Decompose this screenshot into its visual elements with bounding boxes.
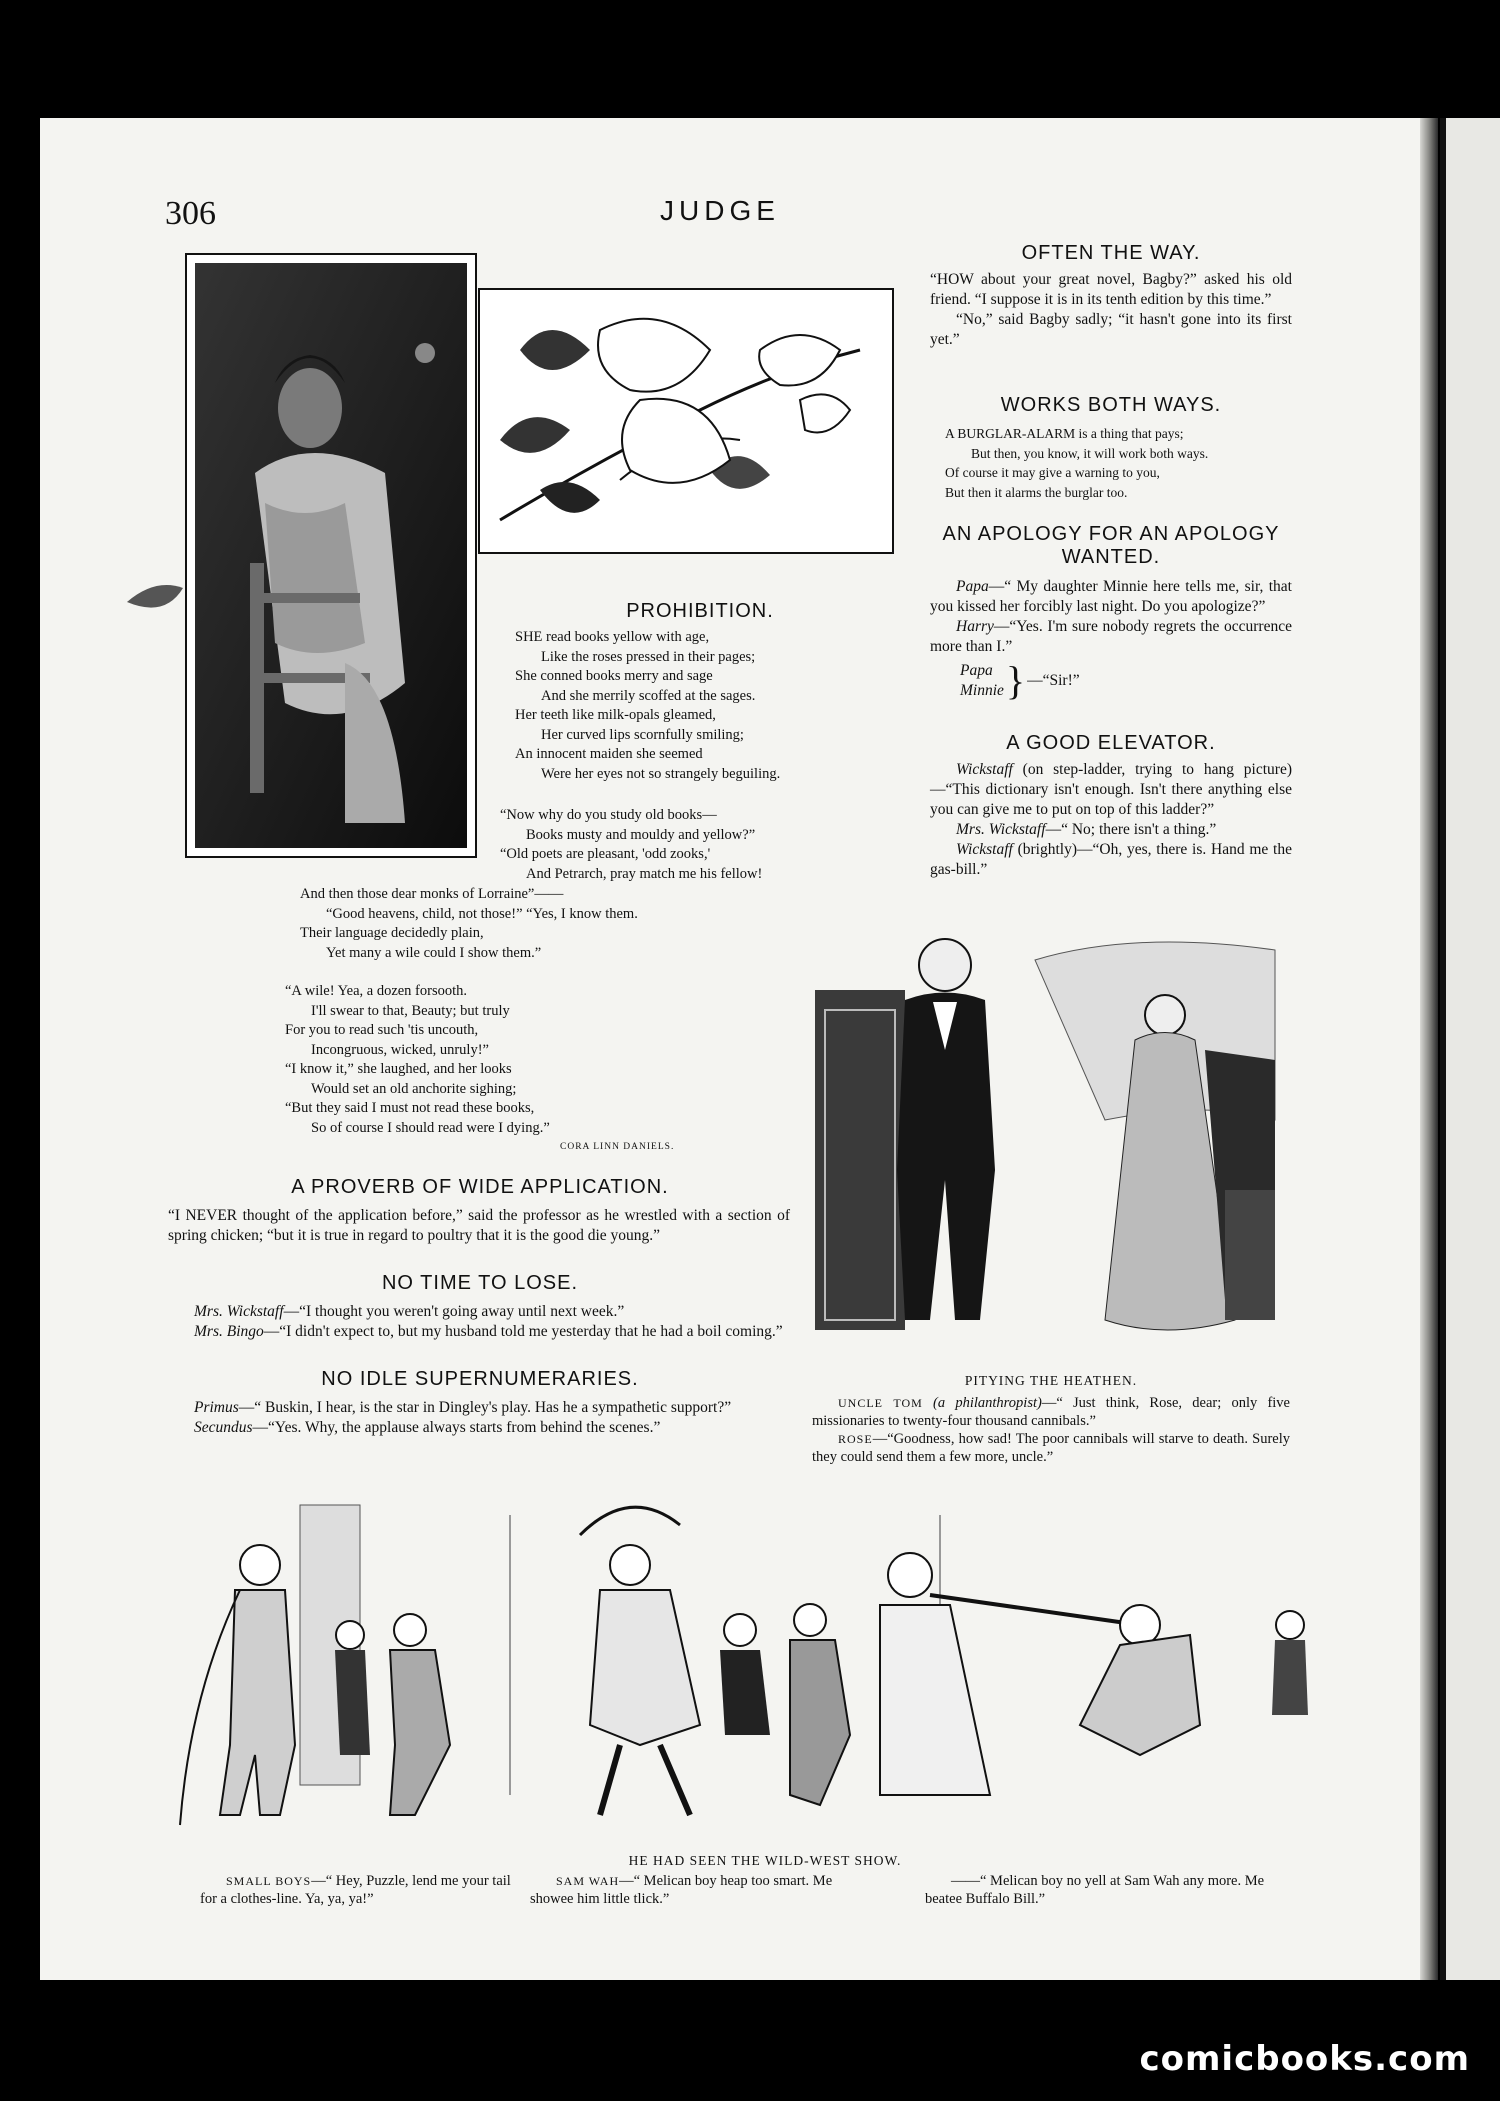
verse-line: And Petrarch, pray match me his fellow! bbox=[526, 865, 763, 882]
verse-line: But then, you know, it will work both ways. bbox=[971, 445, 1209, 461]
apology-text bbox=[930, 577, 1292, 701]
verse-line: “A wile! Yea, a dozen forsooth. bbox=[285, 983, 468, 999]
verse-line: Books musty and mouldy and yellow?” bbox=[526, 826, 756, 843]
speaker: Papa bbox=[960, 662, 993, 679]
heathen-caption-text bbox=[812, 1394, 1290, 1466]
speaker: SAM WAH bbox=[556, 1874, 620, 1888]
no-time-paragraph-2: —“I didn't expect to, but my husband told me yesterday that he had a boil coming.” bbox=[263, 1323, 783, 1340]
idle-text bbox=[168, 1398, 790, 1438]
wild-west-line-1: —“ Hey, Puzzle, lend me your tail for a clothes-line. Ya, ya, ya!” bbox=[200, 1873, 511, 1907]
facing-page-edge bbox=[1440, 118, 1500, 1980]
elevator-text bbox=[930, 760, 1292, 880]
proverb-text bbox=[168, 1206, 790, 1246]
speaker: Mrs. Bingo bbox=[194, 1323, 264, 1340]
speaker: Minnie bbox=[960, 682, 1004, 699]
speaker: Primus bbox=[194, 1399, 239, 1416]
often-paragraph-1: “HOW about your great novel, Bagby?” asked his old friend. “I suppose it is in its tenth edition by this time.” bbox=[930, 271, 1292, 308]
verse-line: For you to read such 'tis uncouth, bbox=[285, 1022, 479, 1038]
heading-no-time-to-lose: NO TIME TO LOSE. bbox=[381, 1272, 579, 1294]
verse-line: “But they said I must not read these books, bbox=[285, 1100, 535, 1116]
heathen-line-2: —“Goodness, how sad! The poor cannibals will starve to death. Surely they could send them a few more, uncle.” bbox=[812, 1431, 1290, 1465]
verse-line: Their language decidedly plain, bbox=[300, 925, 484, 941]
page-gutter bbox=[1420, 118, 1438, 1980]
verse-line: And then those dear monks of Lorraine”—— bbox=[300, 886, 564, 902]
prohibition-stanza-4 bbox=[285, 982, 705, 1138]
uncle-tom-art bbox=[805, 920, 1295, 1350]
masthead-title: JUDGE bbox=[660, 195, 780, 226]
elevator-paragraph-1: (on step-ladder, trying to hang picture)—“This dictionary isn't enough. Isn't there anything else you can give me to put on top of this ladder?” bbox=[930, 761, 1292, 818]
proverb-paragraph: “I NEVER thought of the application before,” said the professor as he wrestled with a section of spring chicken; “but it is true in regard to poultry that it is the good die young.” bbox=[168, 1207, 790, 1244]
heading-proverb: A PROVERB OF WIDE APPLICATION. bbox=[291, 1176, 669, 1198]
verse-line: Yet many a wile could I show them.” bbox=[326, 944, 542, 961]
apology-paragraph-2: —“Yes. I'm sure nobody regrets the occurrence more than I.” bbox=[930, 618, 1292, 655]
speaker: Papa bbox=[956, 578, 989, 595]
often-paragraph-2: “No,” said Bagby sadly; “it hasn't gone into its first yet.” bbox=[930, 311, 1292, 348]
brace-glyph: } bbox=[1005, 658, 1026, 703]
no-time-paragraph-1: —“I thought you weren't going away until next week.” bbox=[283, 1303, 625, 1320]
uncle-tom-illustration bbox=[805, 920, 1295, 1350]
prohibition-stanza-2 bbox=[500, 806, 890, 884]
rose-illustration bbox=[478, 288, 894, 554]
heathen-line-1: —“ Just think, Rose, dear; only five missionaries to twenty-four thousand cannibals.” bbox=[812, 1395, 1290, 1429]
prohibition-stanza-3 bbox=[300, 885, 720, 963]
verse-line: Her curved lips scornfully smiling; bbox=[541, 726, 744, 743]
wild-west-caption-1 bbox=[200, 1872, 515, 1908]
apology-paragraph-1: —“ My daughter Minnie here tells me, sir, that you kissed her forcibly last night. Do you apologize?” bbox=[930, 578, 1292, 615]
idle-paragraph-2: —“Yes. Why, the applause always starts from behind the scenes.” bbox=[252, 1419, 661, 1436]
verse-line: “Old poets are pleasant, 'odd zooks,' bbox=[500, 846, 711, 862]
heading-apology: AN APOLOGY FOR AN APOLOGY WANTED. bbox=[942, 523, 1280, 568]
caption-wild-west: HE HAD SEEN THE WILD-WEST SHOW. bbox=[628, 1853, 902, 1868]
verse-line: SHE read books yellow with age, bbox=[515, 629, 710, 645]
heading-no-idle-supernumeraries: NO IDLE SUPERNUMERARIES. bbox=[321, 1368, 639, 1390]
caption-pitying-the-heathen: PITYING THE HEATHEN. bbox=[964, 1373, 1138, 1388]
page-number: 306 bbox=[165, 195, 216, 232]
wild-west-art bbox=[160, 1495, 1310, 1840]
verse-line: But then it alarms the burglar too. bbox=[945, 484, 1128, 500]
speaker: Secundus bbox=[194, 1419, 253, 1436]
wild-west-cartoon-strip bbox=[160, 1495, 1310, 1840]
portrait-art bbox=[195, 263, 467, 848]
wild-west-line-2: —“ Melican boy heap too smart. Me showee him little tlick.” bbox=[530, 1873, 833, 1907]
verse-line: “Good heavens, child, not those!” “Yes, I know them. bbox=[326, 905, 638, 922]
prohibition-stanza-1 bbox=[515, 628, 895, 784]
rose-art bbox=[480, 290, 892, 552]
speaker-note: (a philanthropist) bbox=[933, 1395, 1042, 1411]
verse-line: Her teeth like milk-opals gleamed, bbox=[515, 707, 716, 723]
verse-line: “I know it,” she laughed, and her looks bbox=[285, 1061, 512, 1077]
leaf-ornament bbox=[125, 578, 185, 626]
idle-paragraph-1: —“ Buskin, I hear, is the star in Dingley's play. Has he a sympathetic support?” bbox=[238, 1399, 732, 1416]
speaker: Mrs. Wickstaff bbox=[956, 821, 1046, 838]
elevator-paragraph-2: —“ No; there isn't a thing.” bbox=[1045, 821, 1217, 838]
no-time-text bbox=[168, 1302, 790, 1342]
verse-line: Would set an old anchorite sighing; bbox=[311, 1080, 517, 1097]
speaker: Mrs. Wickstaff bbox=[194, 1303, 284, 1320]
wild-west-caption-2 bbox=[530, 1872, 870, 1908]
verse-line: A BURGLAR-ALARM is a thing that pays; bbox=[945, 426, 1184, 441]
works-both-ways-verse bbox=[945, 424, 1290, 502]
speaker: Harry bbox=[956, 618, 994, 635]
verse-line: So of course I should read were I dying.” bbox=[311, 1119, 550, 1136]
watermark-text: comicbooks.com bbox=[1139, 2039, 1470, 2079]
joint-reply-text: —“Sir!” bbox=[1027, 672, 1080, 689]
poem-author: CORA LINN DANIELS. bbox=[560, 1142, 675, 1152]
speaker: ROSE bbox=[838, 1432, 873, 1446]
speaker: Wickstaff bbox=[956, 761, 1013, 778]
speaker: UNCLE TOM bbox=[838, 1396, 923, 1410]
speaker: Wickstaff bbox=[956, 841, 1013, 858]
heading-works-both-ways: WORKS BOTH WAYS. bbox=[1000, 394, 1222, 416]
verse-line: Incongruous, wicked, unruly!” bbox=[311, 1041, 489, 1058]
verse-line: “Now why do you study old books— bbox=[500, 807, 717, 823]
heading-prohibition: PROHIBITION. bbox=[626, 600, 774, 622]
heading-good-elevator: A GOOD ELEVATOR. bbox=[1006, 732, 1216, 754]
apology-joint-reply bbox=[930, 658, 1292, 703]
verse-line: Were her eyes not so strangely beguiling. bbox=[541, 765, 781, 782]
verse-line: Of course it may give a warning to you, bbox=[945, 465, 1160, 480]
verse-line: An innocent maiden she seemed bbox=[515, 746, 703, 762]
heading-often-the-way: OFTEN THE WAY. bbox=[1021, 242, 1201, 264]
wild-west-line-3: ——“ Melican boy no yell at Sam Wah any more. Me beatee Buffalo Bill.” bbox=[925, 1873, 1265, 1907]
woman-portrait-illustration bbox=[185, 253, 477, 858]
verse-line: I'll swear to that, Beauty; but truly bbox=[311, 1002, 510, 1019]
verse-line: She conned books merry and sage bbox=[515, 668, 713, 684]
often-the-way-text bbox=[930, 270, 1292, 350]
elevator-paragraph-3: (brightly)—“Oh, yes, there is. Hand me the gas-bill.” bbox=[930, 841, 1292, 878]
verse-line: And she merrily scoffed at the sages. bbox=[541, 687, 756, 704]
wild-west-caption-3 bbox=[925, 1872, 1300, 1908]
speaker: SMALL BOYS bbox=[226, 1874, 312, 1888]
verse-line: Like the roses pressed in their pages; bbox=[541, 648, 756, 665]
